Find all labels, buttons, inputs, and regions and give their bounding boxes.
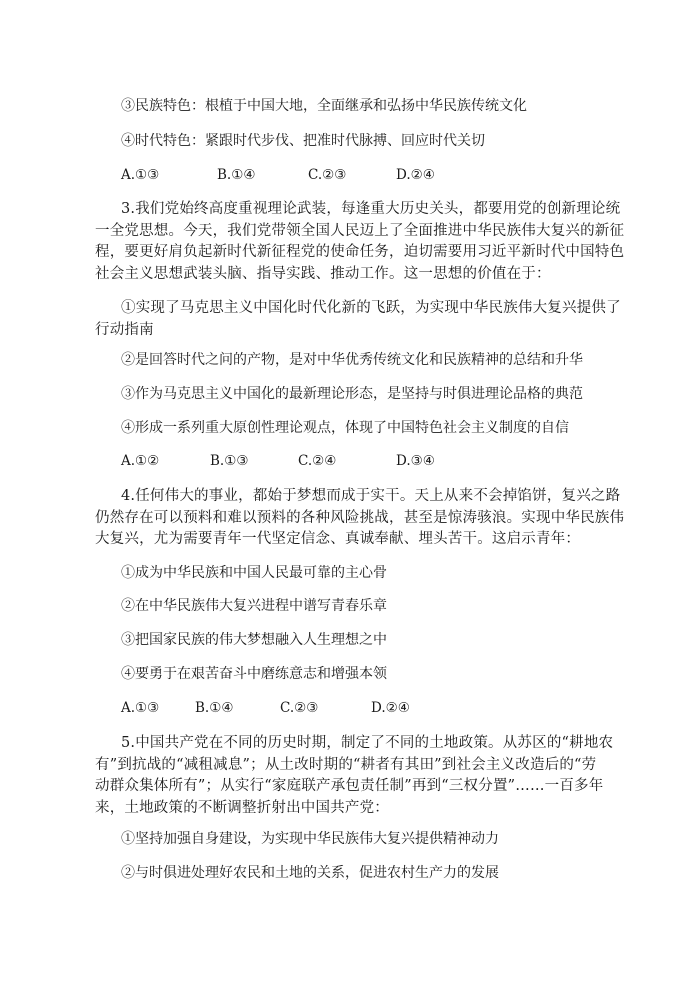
- q4-item-1: ①成为中华民族和中国人民最可靠的主心骨: [121, 565, 387, 581]
- q2-item-4: ④时代特色：紧跟时代步伐、把准时代脉搏、回应时代关切: [121, 133, 485, 149]
- q3-option-d: D.③④: [396, 453, 435, 469]
- q4-option-b: B.①④: [195, 700, 234, 716]
- q2-option-b: B.①④: [217, 167, 256, 183]
- q5-stem-line-3: 动群众集体所有”；从实行“家庭联产承包责任制”再到“三权分置”……一百多年: [95, 778, 604, 794]
- q3-item-1-line-2: 行动指南: [95, 322, 154, 338]
- q2-item-3: ③民族特色：根植于中国大地，全面继承和弘扬中华民族传统文化: [121, 98, 527, 114]
- q4-option-c: C.②③: [280, 700, 319, 716]
- q3-item-4: ④形成一系列重大原创性理论观点，体现了中国特色社会主义制度的自信: [121, 420, 569, 436]
- q4-item-2: ②在中华民族伟大复兴进程中谱写青春乐章: [121, 598, 387, 614]
- q3-item-1-line-1: ①实现了马克思主义中国化时代化新的飞跃，为实现中华民族伟大复兴提供了: [121, 300, 621, 316]
- q3-stem-line-3: 程，要更好肩负起新时代新征程党的使命任务，迫切需要用习近平新时代中国特色: [95, 244, 625, 260]
- q3-option-c: C.②④: [298, 453, 337, 469]
- q3-item-2: ②是回答时代之问的产物，是对中华优秀传统文化和民族精神的总结和升华: [121, 352, 583, 368]
- q3-stem-line-2: 一全党思想。今天，我们党带领全国人民迈上了全面推进中华民族伟大复兴的新征: [95, 223, 625, 239]
- q4-item-3: ③把国家民族的伟大梦想融入人生理想之中: [121, 632, 387, 648]
- q5-item-1: ①坚持加强自身建设，为实现中华民族伟大复兴提供精神动力: [121, 831, 499, 847]
- q3-stem-line-4: 社会主义思想武装头脑、指导实践、推动工作。这一思想的价值在于：: [95, 266, 551, 282]
- q5-stem-line-4: 来，土地政策的不断调整折射出中国共产党：: [95, 800, 389, 816]
- q4-option-a: A.①③: [121, 700, 160, 716]
- q3-option-b: B.①③: [210, 453, 249, 469]
- q2-option-c: C.②③: [308, 167, 347, 183]
- q4-item-4: ④要勇于在艰苦奋斗中磨练意志和增强本领: [121, 666, 387, 682]
- q3-stem-line-1: 3.我们党始终高度重视理论武装，每逢重大历史关头，都要用党的创新理论统: [121, 201, 621, 217]
- q4-option-d: D.②④: [371, 700, 410, 716]
- q5-item-2: ②与时俱进处理好农民和土地的关系，促进农村生产力的发展: [121, 865, 499, 881]
- q4-stem-line-3: 大复兴，尤为需要青年一代坚定信念、真诚奉献、埋头苦干。这启示青年：: [95, 531, 581, 547]
- q2-option-d: D.②④: [396, 167, 435, 183]
- q3-option-a: A.①②: [121, 453, 160, 469]
- q5-stem-line-1: 5.中国共产党在不同的历史时期，制定了不同的土地政策。从苏区的“耕地农: [121, 735, 614, 751]
- q2-option-a: A.①③: [121, 167, 160, 183]
- q4-stem-line-1: 4.任何伟大的事业，都始于梦想而成于实干。天上从来不会掉馅饼，复兴之路: [121, 488, 621, 504]
- q5-stem-line-2: 有”到抗战的“减租减息”；从土改时期的“耕者有其田”到社会主义改造后的“劳: [95, 757, 597, 773]
- q3-item-3: ③作为马克思主义中国化的最新理论形态，是坚持与时俱进理论品格的典范: [121, 386, 583, 402]
- q4-stem-line-2: 仍然存在可以预料和难以预料的各种风险挑战，甚至是惊涛骇浪。实现中华民族伟: [95, 510, 625, 526]
